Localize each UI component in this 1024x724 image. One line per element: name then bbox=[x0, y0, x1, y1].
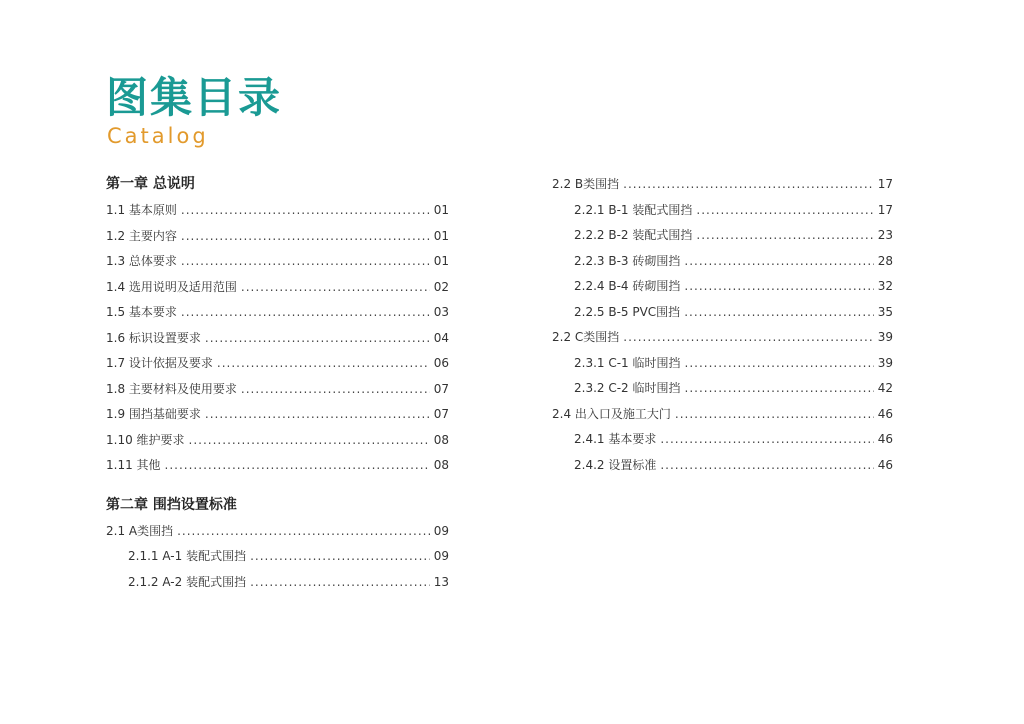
toc-entry-label: 2.1 A类围挡 bbox=[106, 523, 174, 538]
toc-entry[interactable] bbox=[552, 274, 893, 300]
toc-entry-label: 1.1 基本原则 bbox=[106, 203, 177, 217]
toc-entry-label: 1.9 围挡基础要求 bbox=[106, 407, 201, 421]
toc-entry-page: 46 bbox=[877, 406, 893, 421]
toc-entry-page: 08 bbox=[433, 432, 449, 447]
toc-entry-page: 09 bbox=[433, 549, 449, 563]
toc-entry-page: 32 bbox=[877, 279, 893, 293]
toc-entry[interactable] bbox=[106, 570, 449, 596]
toc-entry-label: 1.7 设计依据及要求 bbox=[106, 356, 213, 370]
toc-column-right bbox=[552, 172, 893, 478]
toc-entry[interactable] bbox=[106, 544, 449, 570]
toc-entry[interactable] bbox=[552, 172, 893, 198]
toc-entry[interactable] bbox=[106, 198, 449, 224]
toc-entry[interactable] bbox=[552, 198, 893, 224]
dot-leader bbox=[696, 223, 873, 249]
toc-entry[interactable] bbox=[552, 427, 893, 453]
toc-entry-label: 2.2.3 B-3 砖砌围挡 bbox=[574, 253, 681, 268]
toc-entry[interactable] bbox=[106, 453, 449, 479]
toc-entry-page: 01 bbox=[433, 228, 449, 243]
toc-entry[interactable] bbox=[106, 300, 449, 326]
toc-entry-page: 35 bbox=[877, 304, 893, 319]
dot-leader bbox=[696, 198, 873, 224]
toc-entry-page: 13 bbox=[433, 574, 449, 589]
toc-entry-page: 07 bbox=[433, 407, 449, 421]
dot-leader bbox=[660, 453, 873, 479]
toc-entry-label: 2.2.2 B-2 装配式围挡 bbox=[574, 228, 693, 242]
dot-leader bbox=[660, 427, 873, 453]
toc-entry-page: 17 bbox=[877, 202, 893, 217]
toc-entry[interactable] bbox=[552, 249, 893, 275]
toc-entry-page: 07 bbox=[433, 381, 449, 396]
dot-leader bbox=[684, 300, 874, 326]
toc-entry-page: 04 bbox=[433, 330, 449, 345]
dot-leader bbox=[685, 351, 874, 377]
page-subtitle: Catalog bbox=[107, 124, 209, 148]
dot-leader bbox=[205, 326, 430, 352]
toc-entry-label: 2.2 C类围挡 bbox=[552, 330, 620, 344]
toc-entry-label: 2.2 B类围挡 bbox=[552, 177, 620, 191]
toc-entry-page: 42 bbox=[877, 381, 893, 395]
toc-entry[interactable] bbox=[106, 377, 449, 403]
dot-leader bbox=[241, 377, 430, 403]
toc-entry-label: 1.8 主要材料及使用要求 bbox=[106, 381, 237, 396]
dot-leader bbox=[181, 198, 430, 224]
toc-entry-label: 1.2 主要内容 bbox=[106, 228, 177, 243]
toc-entry-page: 03 bbox=[433, 305, 449, 319]
toc-entry-label: 2.3.1 C-1 临时围挡 bbox=[574, 355, 681, 370]
chapter2-heading: 第二章 围挡设置标准 bbox=[106, 496, 237, 513]
dot-leader bbox=[623, 172, 874, 198]
toc-entry-page: 23 bbox=[877, 228, 893, 242]
dot-leader bbox=[675, 402, 874, 428]
toc-entry-label: 2.2.1 B-1 装配式围挡 bbox=[574, 202, 693, 217]
toc-entry-label: 2.1.2 A-2 装配式围挡 bbox=[128, 574, 247, 589]
toc-entry[interactable] bbox=[106, 326, 449, 352]
toc-entry[interactable] bbox=[552, 402, 893, 428]
dot-leader bbox=[181, 224, 430, 250]
dot-leader bbox=[623, 325, 873, 351]
toc-entry[interactable] bbox=[552, 325, 893, 351]
toc-entry[interactable] bbox=[552, 376, 893, 402]
dot-leader bbox=[684, 249, 873, 275]
toc-entry-label: 2.4.2 设置标准 bbox=[574, 457, 657, 472]
toc-entry-label: 2.4 出入口及施工大门 bbox=[552, 406, 671, 421]
toc-entry[interactable] bbox=[106, 275, 449, 301]
toc-entry[interactable] bbox=[106, 224, 449, 250]
toc-entry-label: 1.4 选用说明及适用范围 bbox=[106, 279, 237, 294]
toc-entry-page: 06 bbox=[433, 356, 449, 370]
toc-entry[interactable] bbox=[552, 453, 893, 479]
dot-leader bbox=[250, 570, 430, 596]
toc-entry[interactable] bbox=[106, 351, 449, 377]
toc-entry-label: 2.1.1 A-1 装配式围挡 bbox=[128, 549, 247, 563]
toc-entry[interactable] bbox=[106, 428, 449, 454]
toc-entry-page: 28 bbox=[877, 253, 893, 268]
dot-leader bbox=[165, 453, 430, 479]
dot-leader bbox=[205, 402, 430, 428]
toc-entry-page: 01 bbox=[433, 254, 449, 268]
toc-entry-page: 17 bbox=[877, 177, 893, 191]
toc-entry-label: 1.5 基本要求 bbox=[106, 305, 177, 319]
dot-leader bbox=[217, 351, 430, 377]
toc-entry[interactable] bbox=[552, 300, 893, 326]
toc-entry-page: 02 bbox=[433, 279, 449, 294]
dot-leader bbox=[181, 300, 430, 326]
toc-entry[interactable] bbox=[106, 402, 449, 428]
toc-entry-page: 08 bbox=[433, 458, 449, 472]
dot-leader bbox=[685, 376, 874, 402]
dot-leader bbox=[241, 275, 430, 301]
dot-leader bbox=[181, 249, 430, 275]
toc-entry[interactable] bbox=[552, 223, 893, 249]
toc-entry[interactable] bbox=[106, 249, 449, 275]
toc-entry-page: 39 bbox=[877, 355, 893, 370]
toc-entry[interactable] bbox=[106, 519, 449, 545]
toc-entry-label: 2.2.5 B-5 PVC围挡 bbox=[574, 304, 681, 319]
toc-entry-label: 2.2.4 B-4 砖砌围挡 bbox=[574, 279, 681, 293]
toc-entry[interactable] bbox=[552, 351, 893, 377]
toc-entry-label: 1.10 维护要求 bbox=[106, 432, 185, 447]
toc-entry-page: 39 bbox=[877, 330, 893, 344]
dot-leader bbox=[177, 519, 430, 545]
toc-entry-label: 1.3 总体要求 bbox=[106, 254, 177, 268]
dot-leader bbox=[684, 274, 873, 300]
toc-entry-label: 2.4.1 基本要求 bbox=[574, 432, 657, 446]
chapter1-heading: 第一章 总说明 bbox=[106, 176, 195, 192]
toc-entry-page: 09 bbox=[433, 523, 449, 538]
toc-column-left bbox=[106, 172, 449, 595]
toc-entry-label: 1.6 标识设置要求 bbox=[106, 330, 201, 345]
toc-entry-page: 01 bbox=[433, 203, 449, 217]
toc-entry-page: 46 bbox=[877, 432, 893, 446]
dot-leader bbox=[189, 428, 430, 454]
toc-entry-page: 46 bbox=[877, 457, 893, 472]
toc-entry-label: 2.3.2 C-2 临时围挡 bbox=[574, 381, 681, 395]
page-title: 图集目录 bbox=[106, 73, 283, 122]
dot-leader bbox=[250, 544, 430, 570]
toc-entry-label: 1.11 其他 bbox=[106, 458, 161, 472]
